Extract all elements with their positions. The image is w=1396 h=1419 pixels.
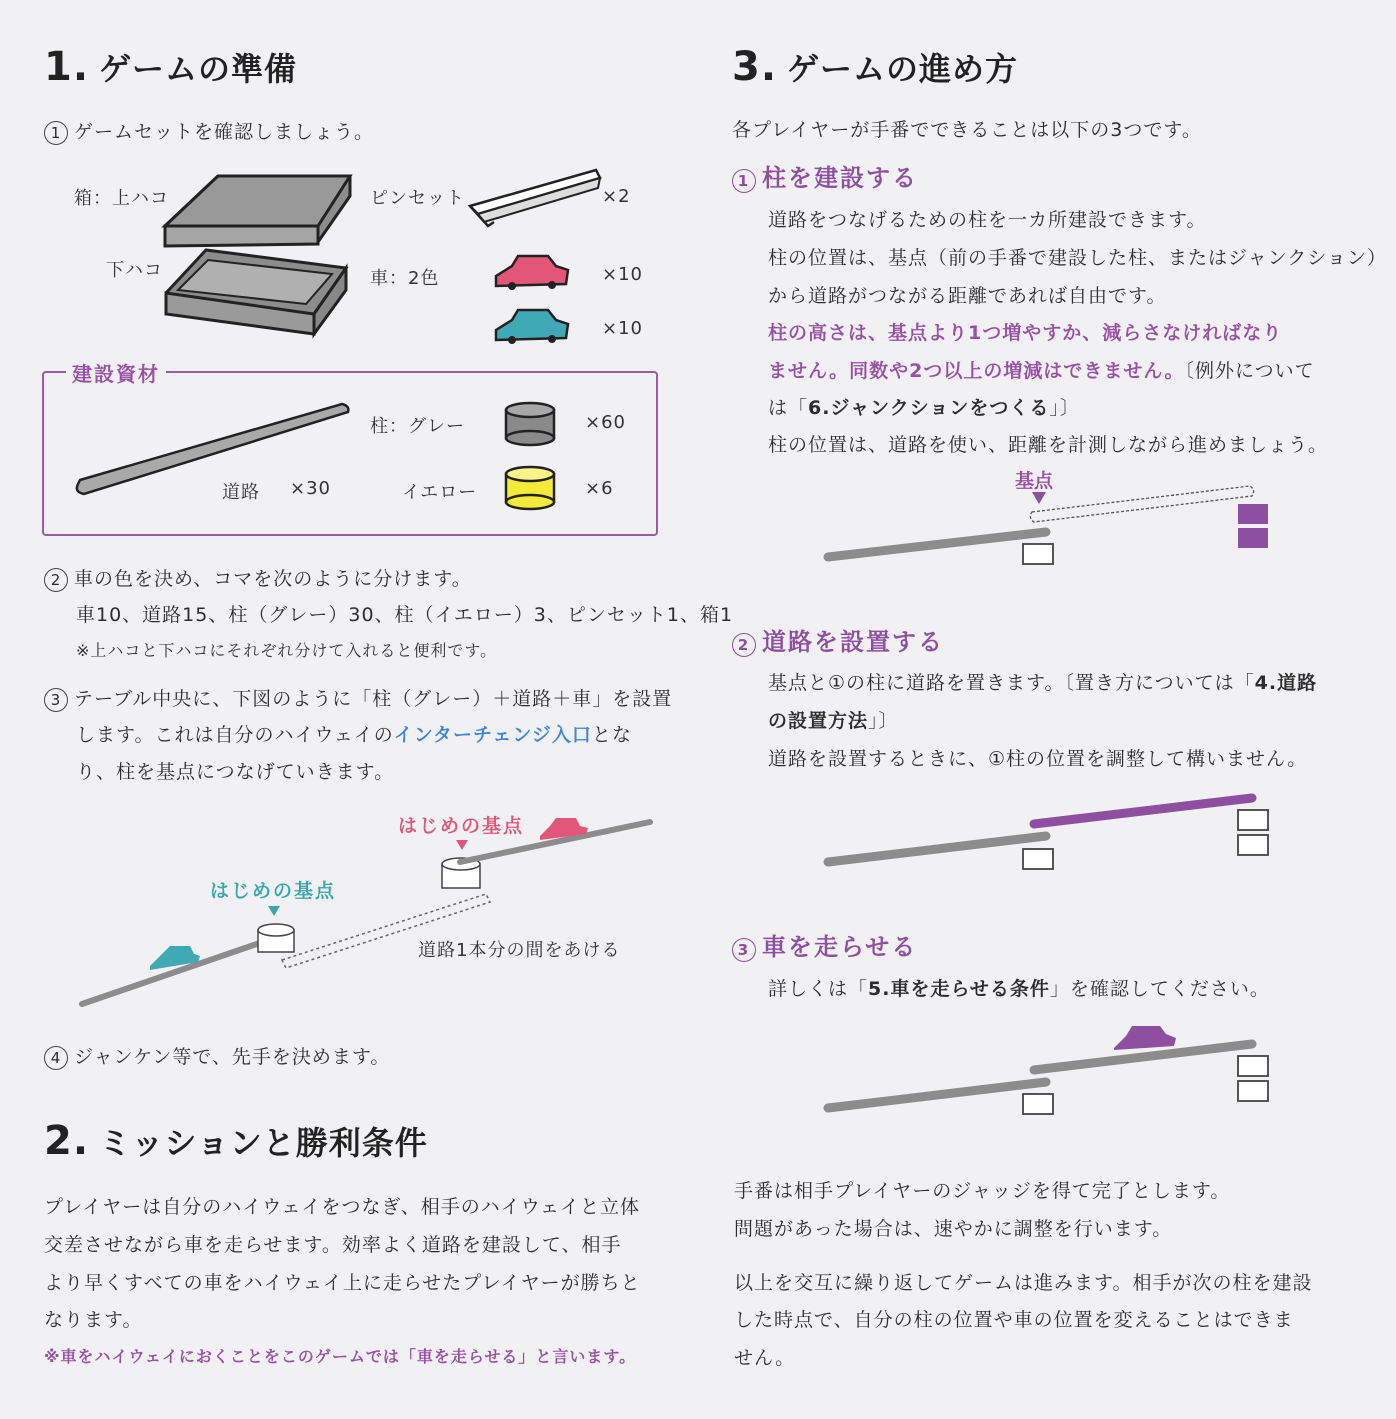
box-bottom-illustration xyxy=(166,250,346,334)
a-line1: 道路をつなげるための柱を一カ所建設できます。 xyxy=(768,209,1207,231)
s3-intro: 各プレイヤーが手番でできることは以下の3つです。 xyxy=(732,119,1202,141)
tweezers-label: ピンセット xyxy=(370,188,465,209)
subsection-run-car: 3 車を走らせる xyxy=(732,927,917,962)
yellow-label: イエロー xyxy=(402,482,478,503)
car-run-diagram xyxy=(828,1026,1268,1114)
step4-text: 4 ジャンケン等で、先手を決めます。 xyxy=(44,1042,390,1070)
box-top-illustration xyxy=(165,176,350,246)
lower-box-label: 下ハコ xyxy=(106,260,163,281)
step-number: 3 xyxy=(732,938,756,962)
teal-car-icon xyxy=(496,310,568,344)
road-label: 道路 xyxy=(222,482,260,503)
a-line5: ません。同数や2つ以上の増減はできません。〔例外について xyxy=(768,360,1315,382)
b-line1: 基点と①の柱に道路を置きます。〔置き方については「4.道路 xyxy=(768,672,1318,694)
step-number: 2 xyxy=(732,633,756,657)
pillar-gray-count: ×60 xyxy=(585,412,626,433)
a-line3: から道路がつながる距離であれば自由です。 xyxy=(768,285,1167,307)
step2-text: 2 車の色を決め、コマを次のように分けます。 xyxy=(44,564,472,592)
end-line4: した時点で、自分の柱の位置や車の位置を変えることはできま xyxy=(734,1309,1294,1331)
end-line3: 以上を交互に繰り返してゲームは進みます。相手が次の柱を建設 xyxy=(734,1272,1313,1294)
subsection-build-pillar: 1 柱を建設する xyxy=(732,158,918,193)
section3-heading: 3. ゲームの進め方 xyxy=(732,44,1019,90)
start-point-label-pink: はじめの基点 xyxy=(398,815,525,837)
subsection-place-road: 2 道路を設置する xyxy=(732,622,944,657)
step3-line1: 3 テーブル中央に、下図のように「柱（グレー）＋道路＋車」を設置 xyxy=(44,684,672,712)
base-point-label: 基点 xyxy=(1015,470,1054,492)
s2-para-line3: より早くすべての車をハイウェイ上に走らせたプレイヤーが勝ちと xyxy=(44,1272,641,1294)
a-line4: 柱の高さは、基点より1つ増やすか、減らさなければなり xyxy=(768,322,1283,344)
s2-note: ※車をハイウェイにおくことをこのゲームでは「車を走らせる」と言います。 xyxy=(44,1347,637,1366)
pillar-build-diagram xyxy=(828,486,1268,564)
step-number: 1 xyxy=(732,169,756,193)
step3-line2: します。これは自分のハイウェイのインターチェンジ入口とな xyxy=(76,724,632,746)
step2-note: ※上ハコと下ハコにそれぞれ分けて入れると便利です。 xyxy=(76,641,498,660)
s2-para-line1: プレイヤーは自分のハイウェイをつなぎ、相手のハイウェイと立体 xyxy=(44,1196,641,1218)
section2-heading: 2. ミッションと勝利条件 xyxy=(44,1118,428,1164)
step-number: 4 xyxy=(44,1046,68,1070)
materials-title: 建設資材 xyxy=(66,358,166,387)
a-line2: 柱の位置は、基点（前の手番で建設した柱、またはジャンクション） xyxy=(768,247,1387,269)
road-stick-illustration xyxy=(77,404,349,494)
pink-car-icon xyxy=(496,256,568,290)
car-count-pink: ×10 xyxy=(602,264,643,285)
yellow-count: ×6 xyxy=(585,478,614,499)
step1-text: 1 ゲームセットを確認しましょう。 xyxy=(44,117,374,145)
end-line2: 問題があった場合は、速やかに調整を行います。 xyxy=(734,1218,1173,1240)
end-line1: 手番は相手プレイヤーのジャッジを得て完了とします。 xyxy=(734,1180,1231,1202)
c-line1: 詳しくは「5.車を走らせる条件」を確認してください。 xyxy=(768,978,1270,1000)
yellow-pillar-icon xyxy=(506,467,554,509)
a-line6: は「6.ジャンクションをつくる」〕 xyxy=(768,397,1080,419)
road-count: ×30 xyxy=(290,478,331,499)
step-number: 3 xyxy=(44,688,68,712)
section1-heading: 1. ゲームの準備 xyxy=(44,44,298,90)
gap-label: 道路1本分の間をあける xyxy=(418,940,621,961)
pillar-gray-label: 柱：グレー xyxy=(370,416,465,437)
tweezers-illustration xyxy=(470,170,600,226)
s2-para-line4: なります。 xyxy=(44,1309,143,1331)
start-point-label-teal: はじめの基点 xyxy=(210,880,337,902)
a-line7: 柱の位置は、道路を使い、距離を計測しながら進めましょう。 xyxy=(768,434,1329,456)
gray-pillar-icon xyxy=(506,403,554,445)
road-place-diagram xyxy=(828,798,1268,869)
car-count-teal: ×10 xyxy=(602,318,643,339)
end-line5: せん。 xyxy=(734,1347,796,1369)
interchange-entrance: インターチェンジ入口 xyxy=(393,724,592,746)
step-number: 1 xyxy=(44,121,68,145)
step3-line3: り、柱を基点につなげていきます。 xyxy=(76,761,395,783)
tweezers-count: ×2 xyxy=(602,186,631,207)
start-setup-diagram xyxy=(82,818,650,1004)
b-line2: の設置方法」〕 xyxy=(768,710,899,732)
s2-para-line2: 交差させながら車を走らせます。効率よく道路を建設して、相手 xyxy=(44,1234,622,1256)
step-number: 2 xyxy=(44,568,68,592)
box-label: 箱：上ハコ xyxy=(74,188,169,209)
car-label: 車：2色 xyxy=(370,268,440,289)
b-line3: 道路を設置するときに、①柱の位置を調整して構いません。 xyxy=(768,748,1308,770)
step2-detail: 車10、道路15、柱（グレー）30、柱（イエロー）3、ピンセット1、箱1 xyxy=(76,604,734,626)
